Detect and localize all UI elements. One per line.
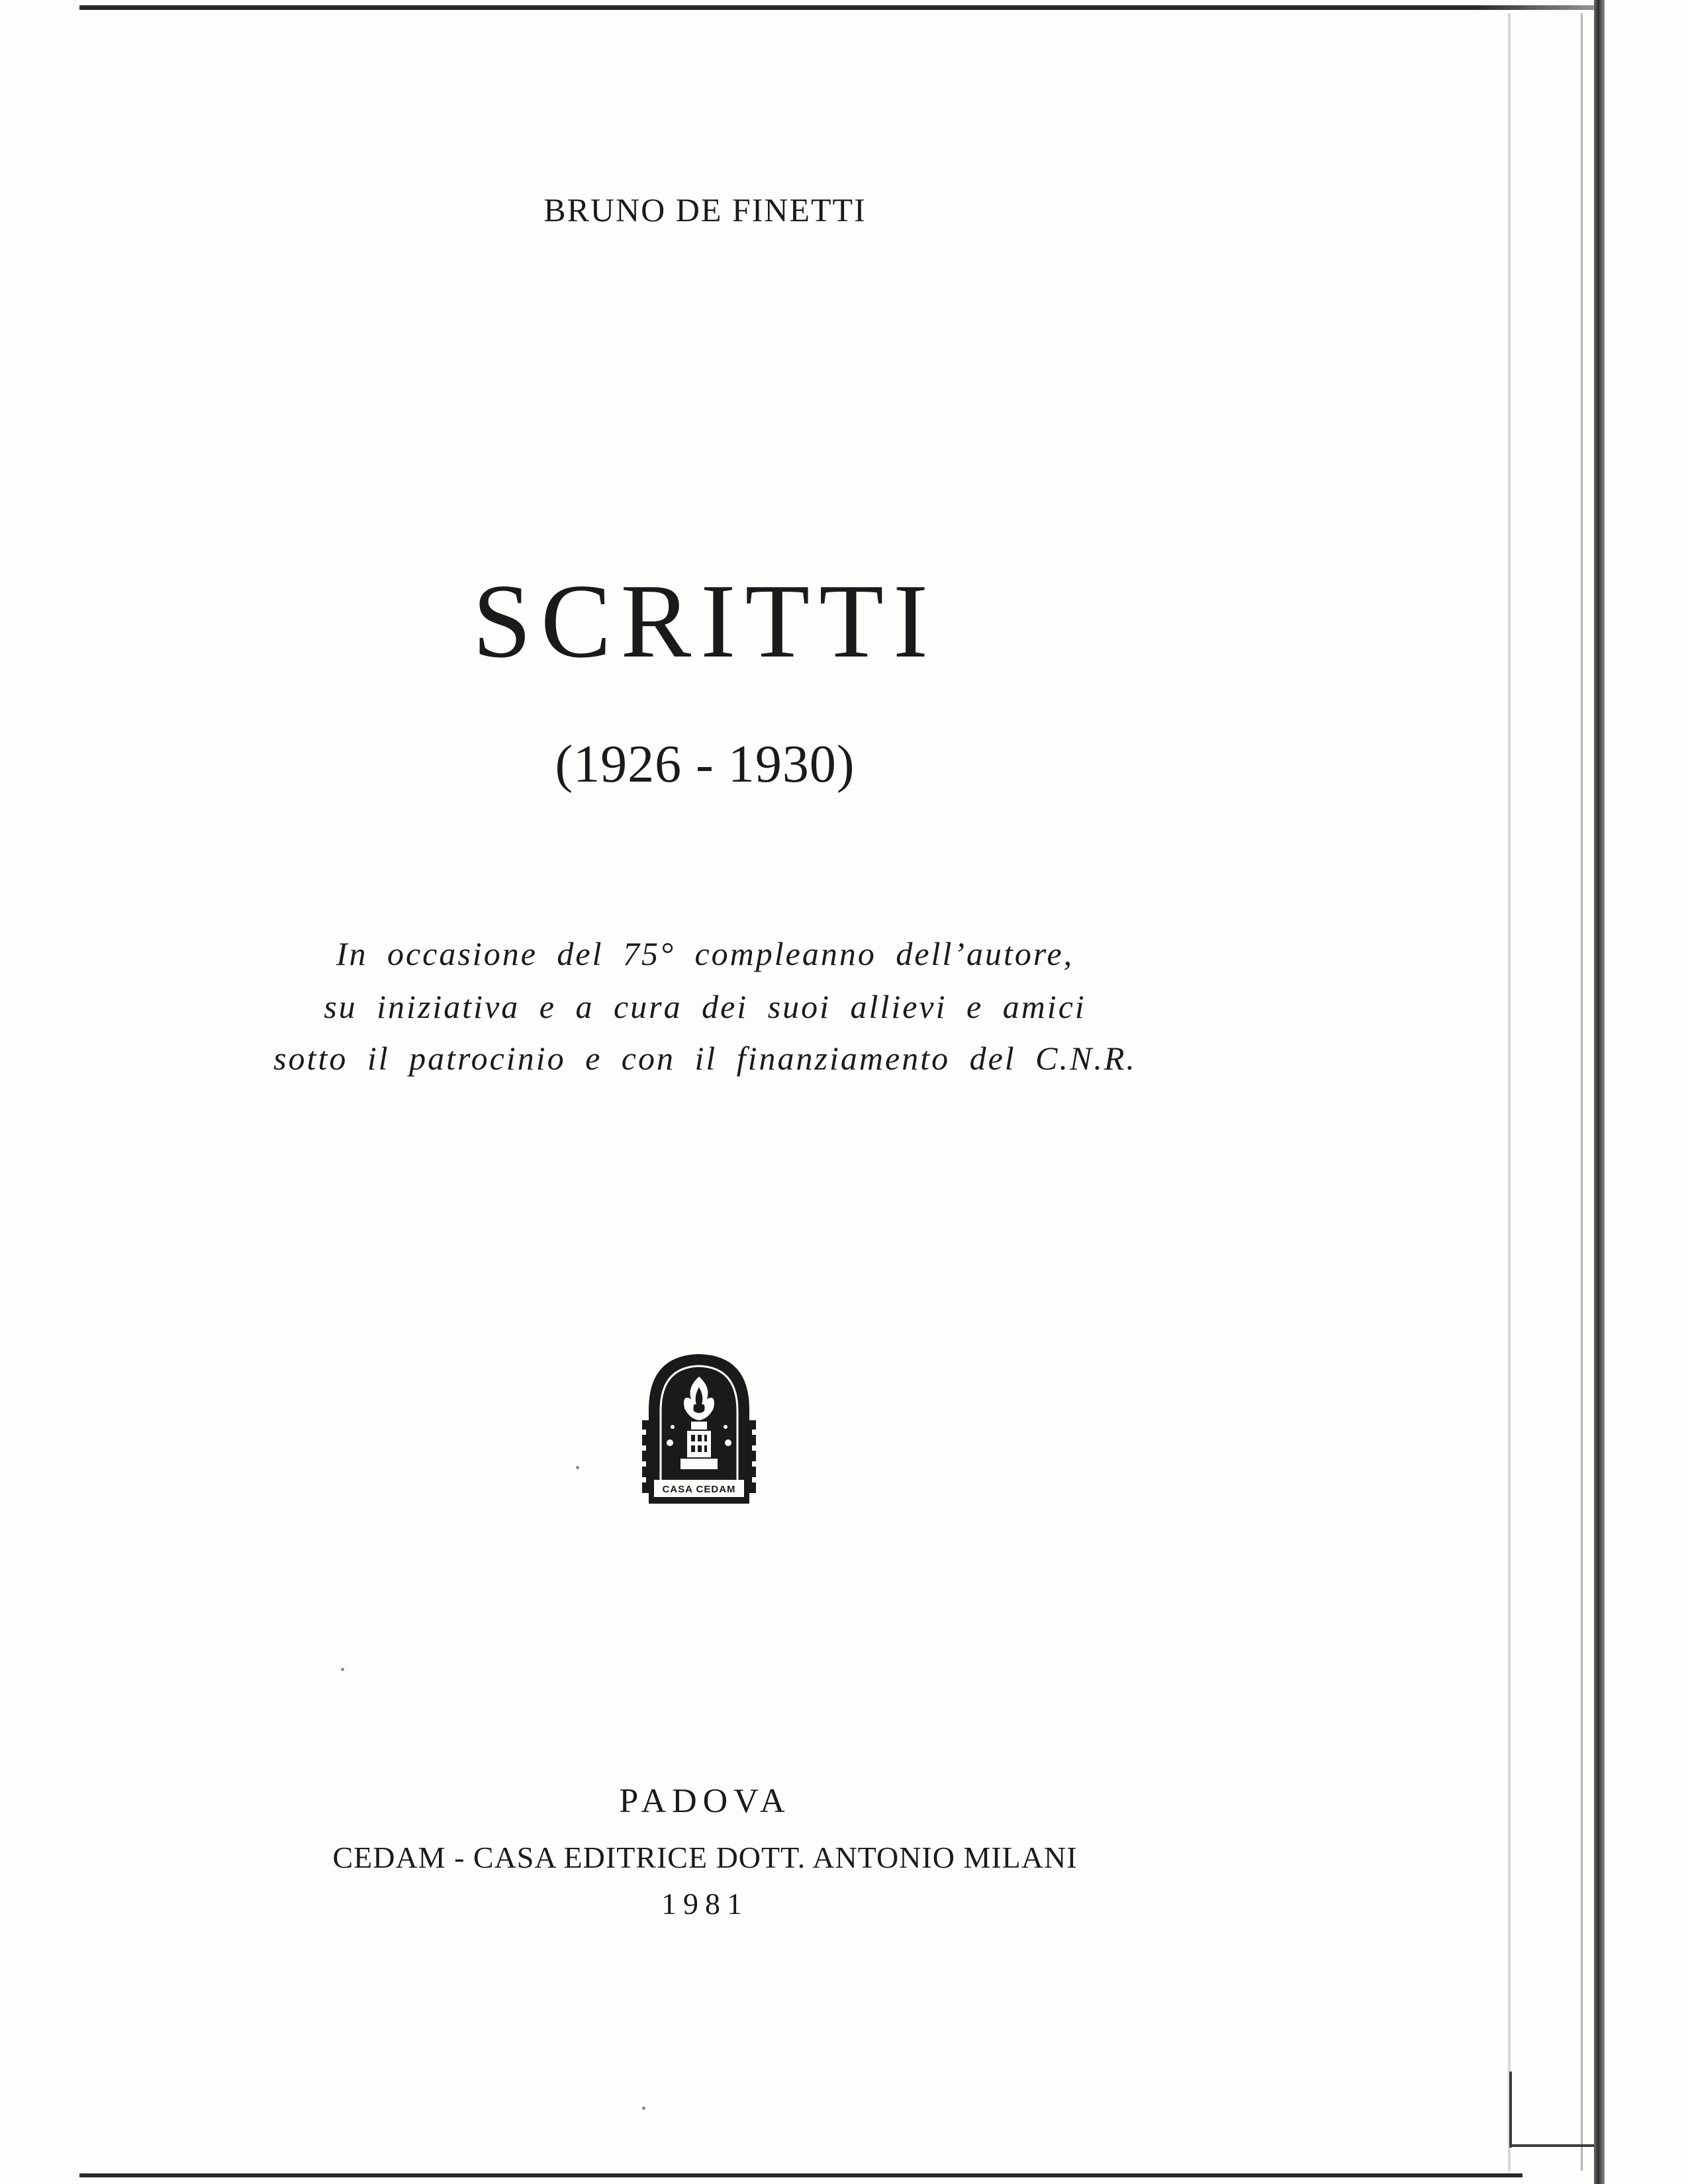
dedication-line: su iniziativa e a cura dei suoi allievi e amici	[324, 988, 1086, 1025]
author-name: BRUNO DE FINETTI	[543, 191, 867, 228]
year-range: (1926 - 1930)	[555, 735, 855, 794]
scan-border-bottom-right	[1509, 2144, 1594, 2147]
scan-border-right-inner	[1581, 13, 1583, 2171]
scan-speck	[341, 1668, 344, 1671]
dedication-line: In occasione del 75° compleanno dell’autore,	[336, 935, 1074, 972]
scan-speck	[642, 2107, 645, 2110]
page-edge	[1508, 13, 1511, 2171]
publisher-emblem-icon	[641, 1350, 757, 1506]
publication-place: PADOVA	[619, 1782, 791, 1820]
scan-border-top	[79, 5, 1602, 10]
book-title: SCRITTI	[472, 562, 938, 680]
publisher-name: CEDAM - CASA EDITRICE DOTT. ANTONIO MILANI	[332, 1841, 1078, 1874]
scan-border-bottom	[79, 2173, 1523, 2177]
scan-speck	[576, 1466, 579, 1469]
scan-border-right	[1594, 0, 1605, 2184]
dedication-line: sotto il patrocinio e con il finanziamento del C.N.R.	[273, 1040, 1137, 1077]
scan-border-corner	[1509, 2071, 1512, 2148]
emblem-text: CASA CEDAM	[662, 1484, 736, 1495]
scan-border-top-fade	[1476, 5, 1602, 10]
publication-year: 1981	[661, 1887, 749, 1921]
